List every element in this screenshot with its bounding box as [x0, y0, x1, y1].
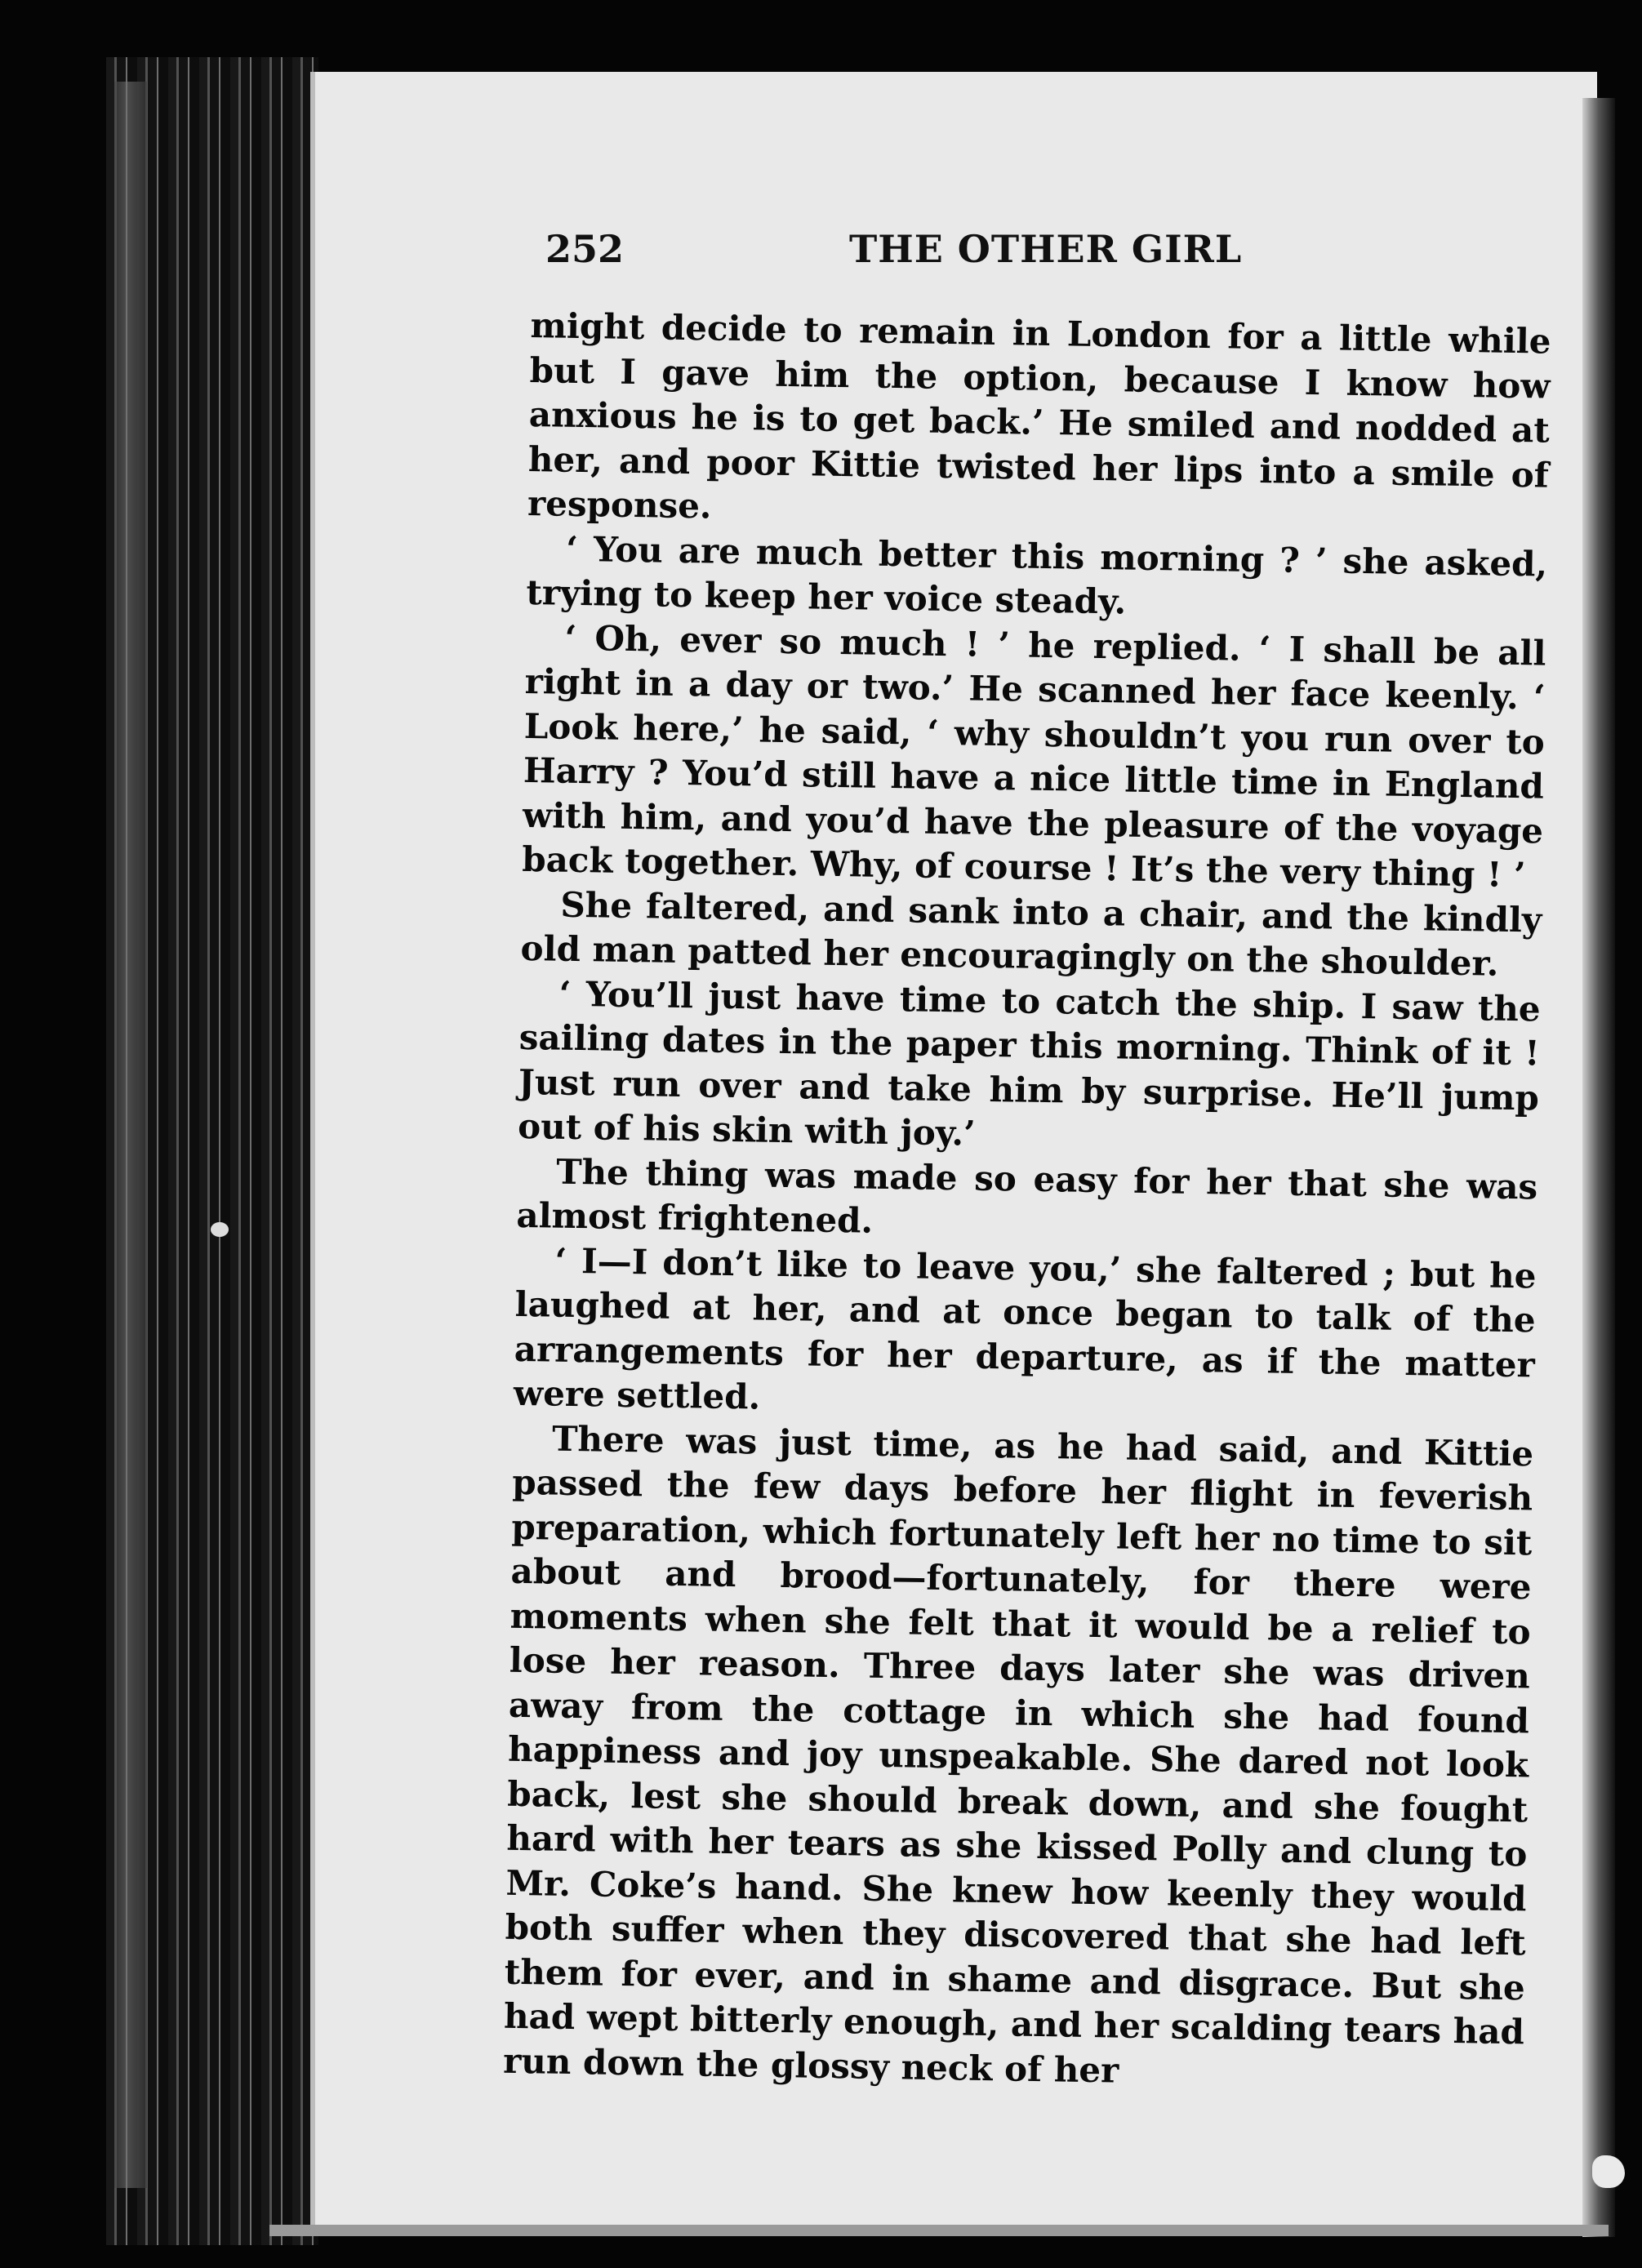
page-bottom-edge	[269, 2225, 1609, 2236]
page-number: 252	[545, 227, 625, 271]
running-head	[545, 227, 1550, 276]
paragraph-2: ‘ You are much better this morning ? ’ she asked, trying to keep her voice steady.	[526, 528, 1548, 622]
paragraph-4: She faltered, and sank into a chair, and the kindly old man patted her encouragingly on the shoulder.	[520, 884, 1542, 984]
paragraph-6: The thing was made so easy for her that she was almost frightened.	[516, 1151, 1538, 1241]
body-text	[502, 304, 1551, 2091]
paragraph-3: ‘ Oh, ever so much ! ’ he replied. ‘ I shall be all right in a day or two.’ He scanned her face keenly. ‘ Look here,’ he said, ‘ why shouldn’t you run over to Harry ? You’d still have a nice little time in England with him, and you’d have the pleasure of the voyage back together. Why, of course ! It’s the very thing ! ’	[521, 617, 1546, 896]
book-spine-highlight	[114, 82, 147, 2188]
paper-corner-speck	[1592, 2155, 1625, 2188]
paragraph-5: ‘ You’ll just have time to catch the ship. I saw the sailing dates in the paper this morning. Think of it ! Just run over and take him by surprise. He’ll jump out of his skin with joy.’	[517, 973, 1541, 1154]
paragraph-8: There was just time, as he had said, and Kittie passed the few days before her flight in feverish preparation, which fortunately left her no time to sit about and brood—fortunately, for there were moments when she felt that it would be a relief to lose her reason. Three days later she was driven away from the cottage in which she had found happiness and joy unspeakable. She dared not look back, lest she should break down, and she fought hard with her tears as she kissed Polly and clung to Mr. Coke’s hand. She knew how keenly they would both suffer when they discovered that she had left them for ever, and in shame and disgrace. But she had wept bitterly enough, and her scalding tears had run down the glossy neck of her	[502, 1418, 1534, 2091]
paragraph-7: ‘ I—I don’t like to leave you,’ she faltered ; but he laughed at her, and at once began to talk of the arrangements for her departure, as if the matter were settled.	[513, 1240, 1537, 1417]
paper-speck	[211, 1222, 229, 1237]
paragraph-1: might decide to remain in London for a little while but I gave him the option, because I know how anxious he is to get back.’ He smiled and nodded at her, and poor Kittie twisted her lips into a smile of response.	[527, 305, 1551, 527]
running-title: THE OTHER GIRL	[849, 227, 1243, 271]
page-right-shadow	[1582, 98, 1615, 2237]
